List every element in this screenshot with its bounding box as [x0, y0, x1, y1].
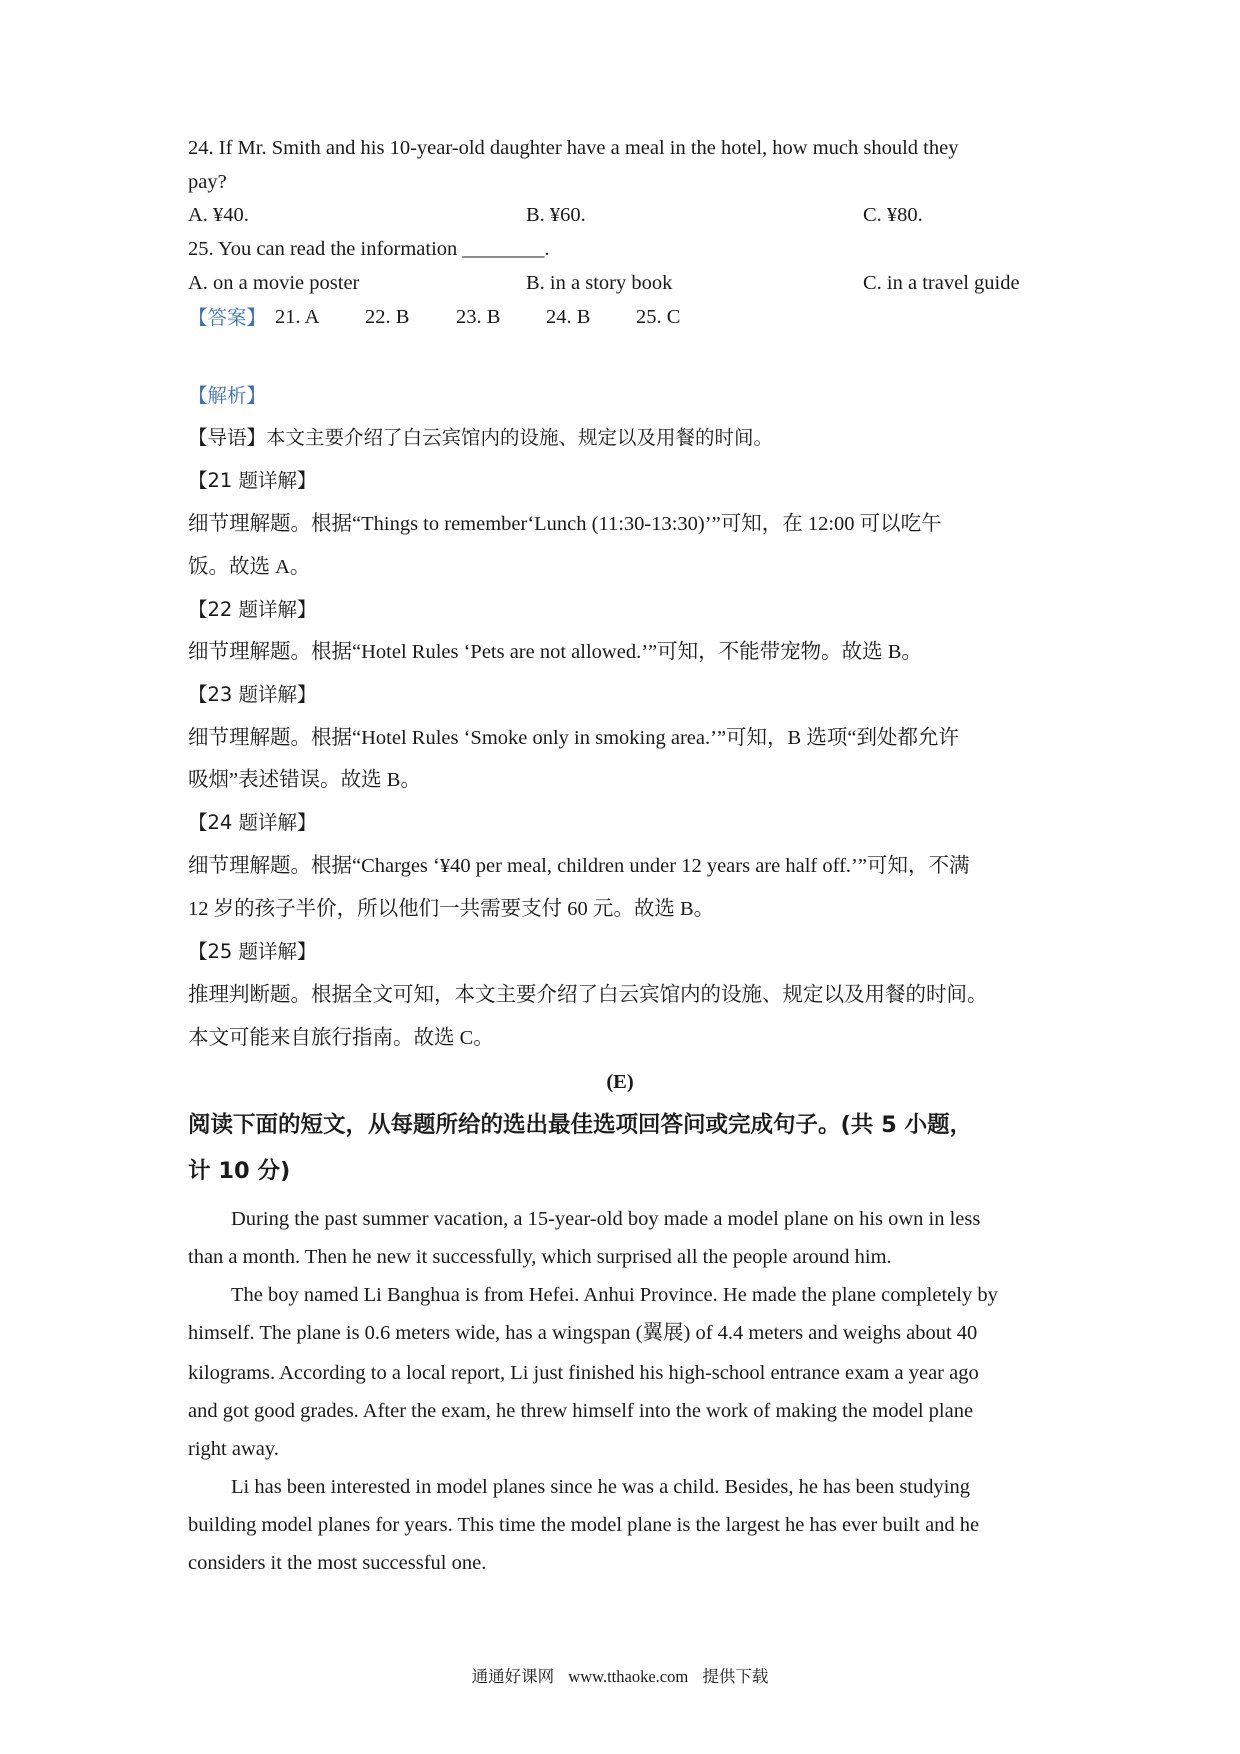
passage-p1-line1: During the past summer vacation, a 15-year-old boy made a model plane on his own in less [231, 1208, 981, 1230]
explanation-23-line2: 吸烟”表述错误。故选 B。 [188, 769, 421, 791]
question-24-option-b: B. ¥60. [526, 204, 586, 226]
passage-p2-line3: kilograms. According to a local report, Li just finished his high-school entrance exam a year ago [188, 1362, 979, 1384]
footer-url-link[interactable]: www.tthaoke.com [568, 1667, 689, 1686]
intro-text: 【导语】本文主要介绍了白云宾馆内的设施、规定以及用餐的时间。 [188, 426, 774, 449]
analysis-label: 【解析】 [188, 384, 267, 407]
passage-p2-line2: himself. The plane is 0.6 meters wide, has a wingspan (翼展) of 4.4 meters and weighs about 40 [188, 1322, 978, 1344]
passage-p2-line5: right away. [188, 1438, 279, 1460]
explanation-25-heading: 【25 题详解】 [188, 940, 317, 963]
question-25-option-a: A. on a movie poster [188, 272, 360, 294]
answer-item: 24. B [546, 306, 591, 328]
explanation-23-heading: 【23 题详解】 [188, 683, 317, 706]
passage-p1-line2: than a month. Then he new it successfully, which surprised all the people around him. [188, 1246, 892, 1268]
answer-label: 【答案】 [188, 306, 267, 329]
explanation-21-line2: 饭。故选 A。 [188, 556, 311, 578]
footer-suffix: 提供下载 [702, 1667, 769, 1686]
passage-p2-line1: The boy named Li Banghua is from Hefei. Anhui Province. He made the plane completely by [231, 1284, 998, 1306]
page-footer [0, 1663, 1240, 1687]
answer-item: 21. A [275, 306, 320, 328]
section-e-title: (E) [606, 1071, 634, 1093]
question-24-option-c: C. ¥80. [863, 204, 923, 226]
explanation-24-heading: 【24 题详解】 [188, 811, 317, 834]
explanation-25-line2: 本文可能来自旅行指南。故选 C。 [188, 1027, 494, 1049]
passage-p2-line4: and got good grades. After the exam, he threw himself into the work of making the model plane [188, 1400, 974, 1422]
explanation-21-heading: 【21 题详解】 [188, 469, 317, 492]
explanation-22-line1: 细节理解题。根据“Hotel Rules ‘Pets are not allowed.’”可知，不能带宠物。故选 B。 [188, 641, 922, 663]
explanation-21-line1: 细节理解题。根据“Things to remember‘Lunch (11:30-13:30)’”可知，在 12:00 可以吃午 [188, 513, 942, 535]
footer-site-name: 通通好课网 [471, 1667, 555, 1686]
explanation-22-heading: 【22 题详解】 [188, 598, 317, 621]
section-e-instruction-line2: 计 10 分) [188, 1158, 291, 1184]
answer-item: 22. B [365, 306, 410, 328]
section-e-instruction-line1: 阅读下面的短文，从每题所给的选出最佳选项回答问或完成句子。(共 5 小题， [188, 1112, 973, 1138]
passage-p3-line1: Li has been interested in model planes since he was a child. Besides, he has been studying [231, 1476, 970, 1498]
explanation-24-line1: 细节理解题。根据“Charges ‘¥40 per meal, children under 12 years are half off.’”可知，不满 [188, 855, 970, 877]
passage-p3-line3: considers it the most successful one. [188, 1552, 487, 1574]
answer-item: 25. C [636, 306, 681, 328]
question-25-option-c: C. in a travel guide [863, 272, 1020, 294]
question-25-option-b: B. in a story book [526, 272, 673, 294]
question-25-stem: 25. You can read the information ________. [188, 238, 550, 260]
explanation-25-line1: 推理判断题。根据全文可知，本文主要介绍了白云宾馆内的设施、规定以及用餐的时间。 [188, 984, 988, 1006]
passage-p3-line2: building model planes for years. This time the model plane is the largest he has ever built and he [188, 1514, 980, 1536]
question-24-option-a: A. ¥40. [188, 204, 249, 226]
question-24-stem-line1: 24. If Mr. Smith and his 10-year-old daughter have a meal in the hotel, how much should they [188, 137, 959, 159]
explanation-24-line2: 12 岁的孩子半价，所以他们一共需要支付 60 元。故选 B。 [188, 898, 715, 920]
answer-item: 23. B [456, 306, 501, 328]
question-24-stem-line2: pay? [188, 171, 227, 193]
explanation-23-line1: 细节理解题。根据“Hotel Rules ‘Smoke only in smoking area.’”可知，B 选项“到处都允许 [188, 727, 959, 749]
